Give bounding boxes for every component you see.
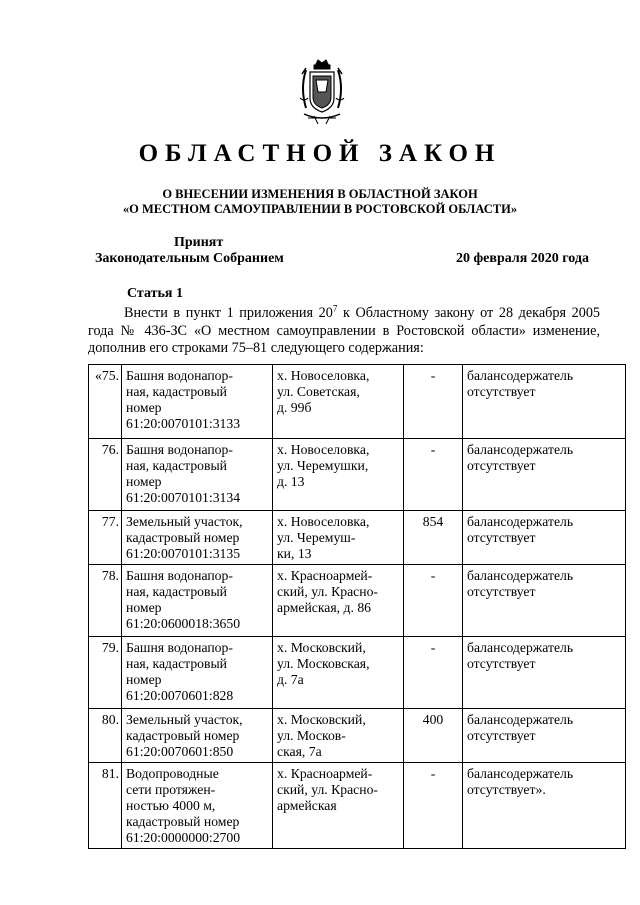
area-cell: - — [404, 565, 463, 637]
holder-cell: балансодержатель отсутствует — [463, 637, 626, 709]
row-number: 79. — [89, 637, 122, 709]
area-cell: - — [404, 637, 463, 709]
document-subtitle — [0, 187, 640, 217]
article-text-part-1: Внести в пункт 1 приложения 20 — [124, 305, 333, 321]
row-number: «75. — [89, 365, 122, 439]
address-cell: х. Красноармей- ский, ул. Красно- армейская, д. 86 — [273, 565, 404, 637]
holder-cell: балансодержатель отсутствует — [463, 709, 626, 763]
row-number: 76. — [89, 439, 122, 511]
coat-of-arms-emblem — [296, 58, 348, 126]
table-row — [89, 763, 626, 849]
area-cell: - — [404, 365, 463, 439]
address-cell: х. Московский, ул. Москов- ская, 7а — [273, 709, 404, 763]
object-cell: Башня водонапор- ная, кадастровый номер 61:20:0070101:3133 — [122, 365, 273, 439]
adoption-date: 20 февраля 2020 года — [456, 251, 589, 266]
table-row — [89, 709, 626, 763]
subtitle-line-1: О ВНЕСЕНИИ ИЗМЕНЕНИЯ В ОБЛАСТНОЙ ЗАКОН — [162, 187, 478, 201]
area-cell: 400 — [404, 709, 463, 763]
row-number: 81. — [89, 763, 122, 849]
address-cell: х. Московский, ул. Московская, д. 7а — [273, 637, 404, 709]
holder-cell: балансодержатель отсутствует — [463, 439, 626, 511]
area-cell: 854 — [404, 511, 463, 565]
object-cell: Водопроводные сети протяжен- ностью 4000 м, кадастровый номер 61:20:0000000:2700 — [122, 763, 273, 849]
table-row — [89, 565, 626, 637]
document-title: ОБЛАСТНОЙ ЗАКОН — [138, 140, 502, 167]
holder-cell: балансодержатель отсутствует — [463, 565, 626, 637]
row-number: 77. — [89, 511, 122, 565]
object-cell: Башня водонапор- ная, кадастровый номер 61:20:0070601:828 — [122, 637, 273, 709]
table-row — [89, 511, 626, 565]
subtitle-line-2: «О МЕСТНОМ САМОУПРАВЛЕНИИ В РОСТОВСКОЙ ОБЛАСТИ» — [122, 202, 518, 216]
address-cell: х. Новоселовка, ул. Черемуш- ки, 13 — [273, 511, 404, 565]
address-cell: х. Новоселовка, ул. Советская, д. 99б — [273, 365, 404, 439]
article-text-part-2: к Областному закону от 28 декабря 2005 года № 436-ЗС «О местном самоуправлении в Ростовской области» изменение, дополнив его строками 75–81 следующего содержания: — [88, 305, 601, 356]
row-number: 78. — [89, 565, 122, 637]
table-row — [89, 439, 626, 511]
amendment-table — [88, 364, 626, 849]
object-cell: Земельный участок, кадастровый номер 61:20:0070101:3135 — [122, 511, 273, 565]
address-cell: х. Новоселовка, ул. Черемушки, д. 13 — [273, 439, 404, 511]
holder-cell: балансодержатель отсутствует». — [463, 763, 626, 849]
row-number: 80. — [89, 709, 122, 763]
article-heading: Статья 1 — [127, 286, 183, 301]
table-row — [89, 365, 626, 439]
article-text — [88, 305, 600, 358]
article-text-superscript: 7 — [332, 303, 338, 314]
adopted-by: Законодательным Собранием — [95, 251, 284, 266]
adopted-label: Принят — [174, 235, 224, 250]
area-cell: - — [404, 763, 463, 849]
area-cell: - — [404, 439, 463, 511]
object-cell: Башня водонапор- ная, кадастровый номер 61:20:0600018:3650 — [122, 565, 273, 637]
address-cell: х. Красноармей- ский, ул. Красно- армейская — [273, 763, 404, 849]
table-row — [89, 637, 626, 709]
holder-cell: балансодержатель отсутствует — [463, 511, 626, 565]
object-cell: Башня водонапор- ная, кадастровый номер 61:20:0070101:3134 — [122, 439, 273, 511]
object-cell: Земельный участок, кадастровый номер 61:20:0070601:850 — [122, 709, 273, 763]
holder-cell: балансодержатель отсутствует — [463, 365, 626, 439]
